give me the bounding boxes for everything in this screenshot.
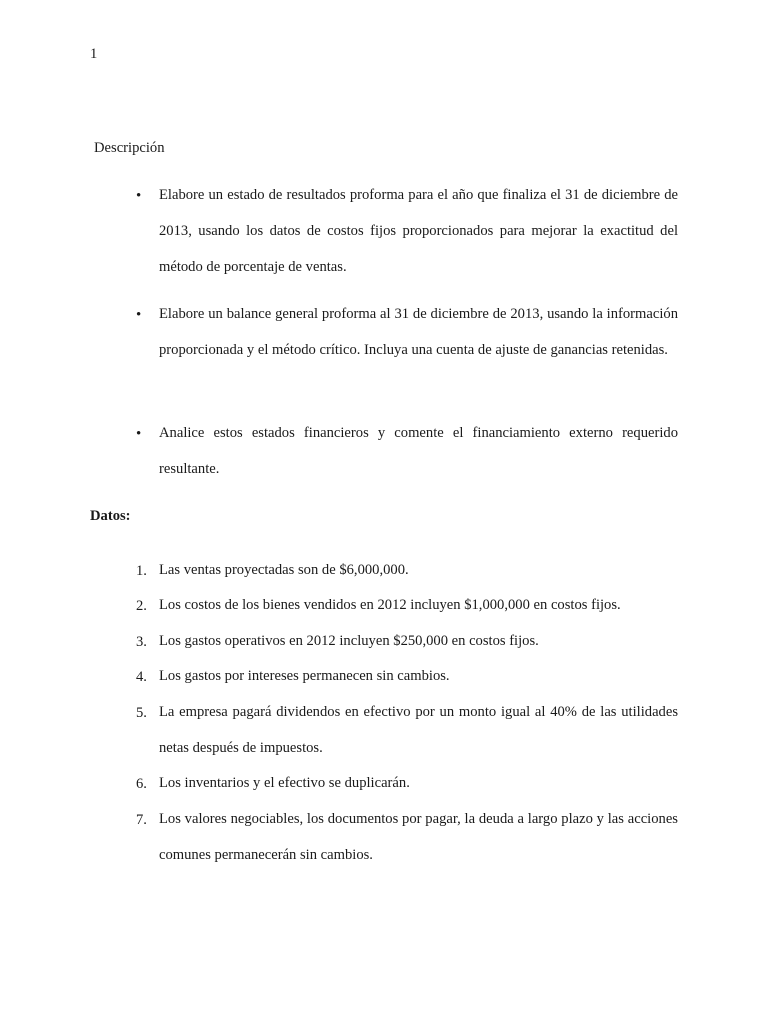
list-item-text: Los gastos operativos en 2012 incluyen $250,000 en costos fijos. <box>159 633 539 649</box>
data-heading: Datos: <box>90 508 131 524</box>
list-item-number: 3. <box>136 634 147 650</box>
list-item-number: 5. <box>136 705 147 721</box>
list-item-text: Elabore un balance general proforma al 31 de diciembre de 2013, usando la información proporcionada y el método crítico. Incluya una cuenta de ajuste de ganancias retenidas. <box>159 306 678 358</box>
list-item-number: 1. <box>136 563 147 579</box>
list-item-text: Los gastos por intereses permanecen sin cambios. <box>159 668 450 684</box>
list-item-number: 2. <box>136 598 147 614</box>
list-item-text: Los valores negociables, los documentos por pagar, la deuda a largo plazo y las acciones comunes permanecerán sin cambios. <box>159 811 678 863</box>
description-heading: Descripción <box>94 140 165 156</box>
list-item-text: Los inventarios y el efectivo se duplicarán. <box>159 775 410 791</box>
bullet-icon: • <box>136 307 142 323</box>
list-item-number: 4. <box>136 669 147 685</box>
page-number: 1 <box>90 46 98 62</box>
bullet-icon: • <box>136 188 142 204</box>
list-item-text: Elabore un estado de resultados proforma para el año que finaliza el 31 de diciembre de 2013, usando los datos de costos fijos proporcionados para mejorar la exactitud del método de porcentaje de ventas. <box>159 187 678 275</box>
list-item-number: 7. <box>136 812 147 828</box>
list-item-number: 6. <box>136 776 147 792</box>
list-item-text: Los costos de los bienes vendidos en 2012 incluyen $1,000,000 en costos fijos. <box>159 597 621 613</box>
list-item-text: Analice estos estados financieros y comente el financiamiento externo requerido resultante. <box>159 425 678 477</box>
list-item-text: La empresa pagará dividendos en efectivo por un monto igual al 40% de las utilidades netas después de impuestos. <box>159 704 678 756</box>
bullet-icon: • <box>136 426 142 442</box>
list-item-text: Las ventas proyectadas son de $6,000,000. <box>159 562 409 578</box>
